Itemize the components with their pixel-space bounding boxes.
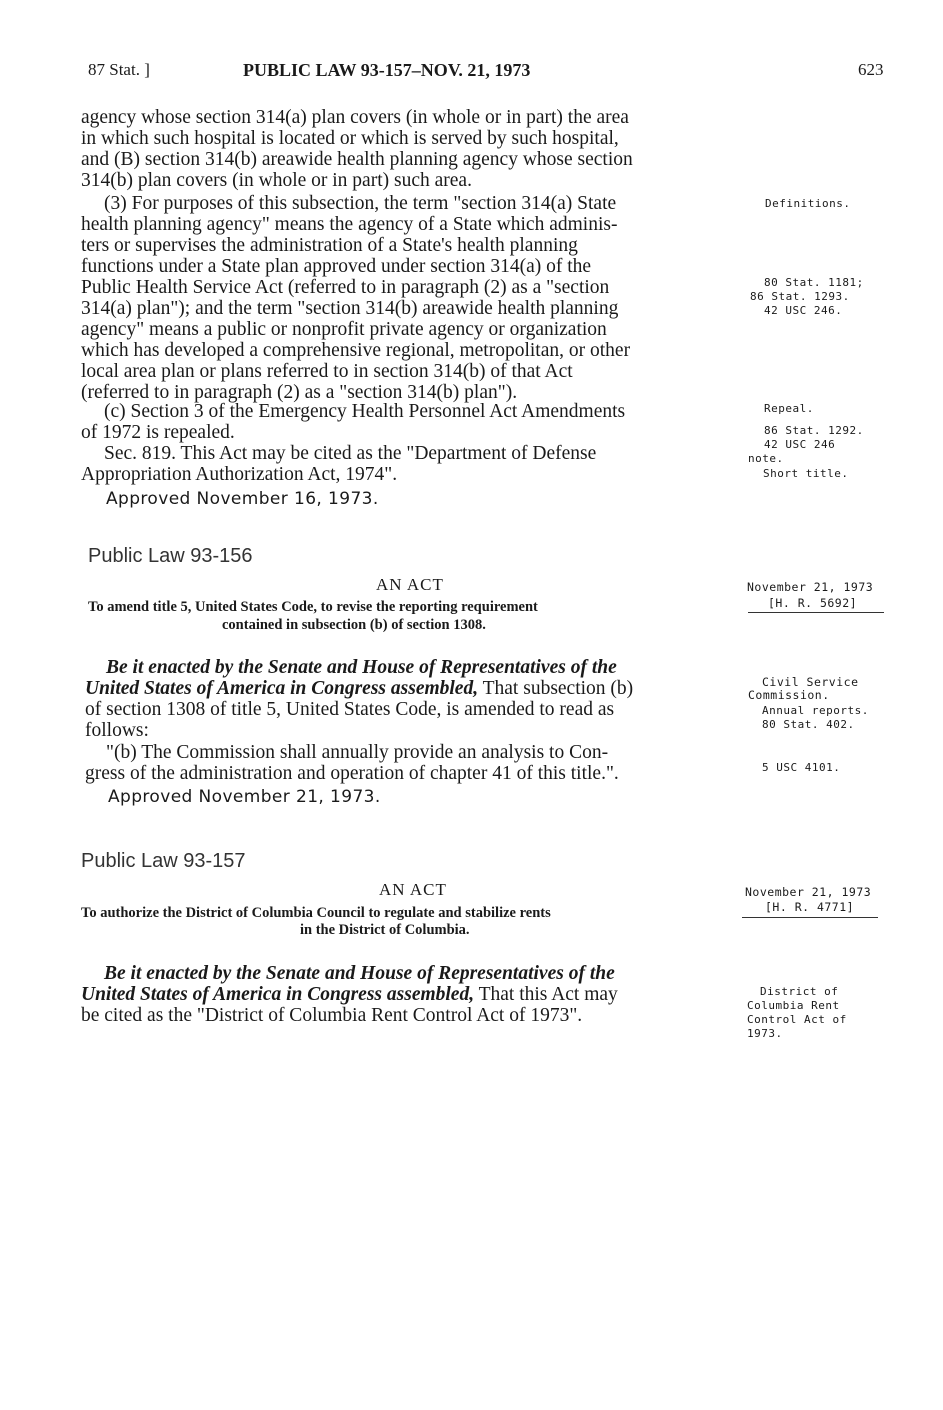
margin-note: Columbia Rent	[747, 999, 840, 1012]
law-title: Public Law 93-156	[88, 545, 253, 567]
text-line: which has developed a comprehensive regional, metropolitan, or other	[81, 340, 631, 361]
margin-note: District of	[760, 985, 839, 998]
text-line: (c) Section 3 of the Emergency Health Personnel Act Amendments	[104, 401, 626, 422]
an-act-heading: AN ACT	[379, 880, 447, 899]
margin-note: 1973.	[747, 1027, 783, 1040]
enacting-clause-rest: That this Act may	[474, 984, 618, 1005]
text-line: agency" means a public or nonprofit private agency or organization	[81, 319, 607, 340]
bill-underline	[742, 917, 878, 918]
margin-note-definitions: Definitions.	[765, 197, 851, 210]
enactment-date: November 21, 1973	[747, 580, 874, 594]
text-line: agency whose section 314(a) plan covers (in whole or in part) the area	[81, 107, 629, 128]
text-line: health planning agency" means the agency of a State which adminis-	[81, 214, 618, 235]
text-line: of 1972 is repealed.	[81, 422, 235, 443]
margin-note-citation: 86 Stat. 1292.	[764, 424, 864, 437]
act-purpose: To authorize the District of Columbia Council to regulate and stabilize rents	[81, 905, 551, 921]
margin-note-citation: 42 USC 246	[764, 438, 836, 451]
act-purpose: To amend title 5, United States Code, to revise the reporting requirement	[88, 599, 538, 615]
text-line: follows:	[85, 720, 149, 741]
text-line: of section 1308 of title 5, United States Code, is amended to read as	[85, 699, 615, 720]
margin-note-citation: 42 USC 246.	[764, 304, 843, 317]
text-line: 314(a) plan"); and the term "section 314(b) areawide health planning	[81, 298, 619, 319]
enacting-clause: Be it enacted by the Senate and House of Representatives of the	[106, 657, 617, 678]
text-line: local area plan or plans referred to in section 314(b) of that Act	[81, 361, 573, 382]
text-line: Appropriation Authorization Act, 1974".	[81, 464, 398, 485]
enactment-date: November 21, 1973	[745, 885, 872, 899]
page-number: 623	[858, 60, 884, 79]
running-title: PUBLIC LAW 93-157–NOV. 21, 1973	[243, 60, 531, 80]
text-line: gress of the administration and operation of chapter 41 of this title.".	[85, 763, 619, 784]
text-line: (3) For purposes of this subsection, the term "section 314(a) State	[104, 193, 617, 214]
enacting-clause-italic: United States of America in Congress assembled,	[85, 678, 479, 699]
text-line: (referred to in paragraph (2) as a "section 314(b) plan").	[81, 382, 518, 403]
enacting-clause: Be it enacted by the Senate and House of Representatives of the	[104, 963, 615, 984]
text-line: Public Health Service Act (referred to in paragraph (2) as a "section	[81, 277, 610, 298]
an-act-heading: AN ACT	[376, 575, 444, 594]
bill-number: [H. R. 4771]	[765, 900, 855, 914]
margin-note-citation: note.	[748, 452, 784, 465]
margin-note: 80 Stat. 402.	[762, 718, 855, 731]
enacting-clause	[81, 984, 618, 1005]
margin-note-repeal: Repeal.	[764, 402, 814, 415]
text-line: functions under a State plan approved under section 314(a) of the	[81, 256, 592, 277]
act-purpose: contained in subsection (b) of section 1308.	[222, 617, 486, 633]
margin-note: Annual reports.	[762, 704, 869, 717]
approved-date: Approved November 16, 1973.	[106, 489, 379, 509]
text-line: 314(b) plan covers (in whole or in part) such area.	[81, 170, 472, 191]
enacting-clause	[85, 678, 633, 699]
text-line: be cited as the "District of Columbia Rent Control Act of 1973".	[81, 1005, 583, 1026]
margin-note-citation: 86 Stat. 1293.	[750, 290, 850, 303]
margin-note: Control Act of	[747, 1013, 847, 1026]
bill-number: [H. R. 5692]	[768, 596, 858, 610]
text-line: Sec. 819. This Act may be cited as the "Department of Defense	[104, 443, 597, 464]
act-purpose: in the District of Columbia.	[300, 922, 470, 938]
enacting-clause-rest: That subsection (b)	[478, 678, 634, 699]
text-line: and (B) section 314(b) areawide health planning agency whose section	[81, 149, 633, 170]
text-line: in which such hospital is located or which is served by such hospital,	[81, 128, 619, 149]
margin-note: Commission.	[748, 688, 830, 702]
approved-date: Approved November 21, 1973.	[108, 787, 381, 807]
stat-reference: 87 Stat. ]	[88, 60, 150, 79]
margin-note: 5 USC 4101.	[762, 761, 841, 774]
text-line: "(b) The Commission shall annually provide an analysis to Con-	[106, 742, 609, 763]
bill-underline	[748, 612, 884, 613]
law-title: Public Law 93-157	[81, 850, 246, 872]
text-line: ters or supervises the administration of a State's health planning	[81, 235, 578, 256]
margin-note-short-title: Short title.	[763, 467, 849, 480]
margin-note-citation: 80 Stat. 1181;	[764, 276, 864, 289]
enacting-clause-italic: United States of America in Congress assembled,	[81, 984, 475, 1005]
margin-note: Civil Service	[762, 675, 859, 689]
